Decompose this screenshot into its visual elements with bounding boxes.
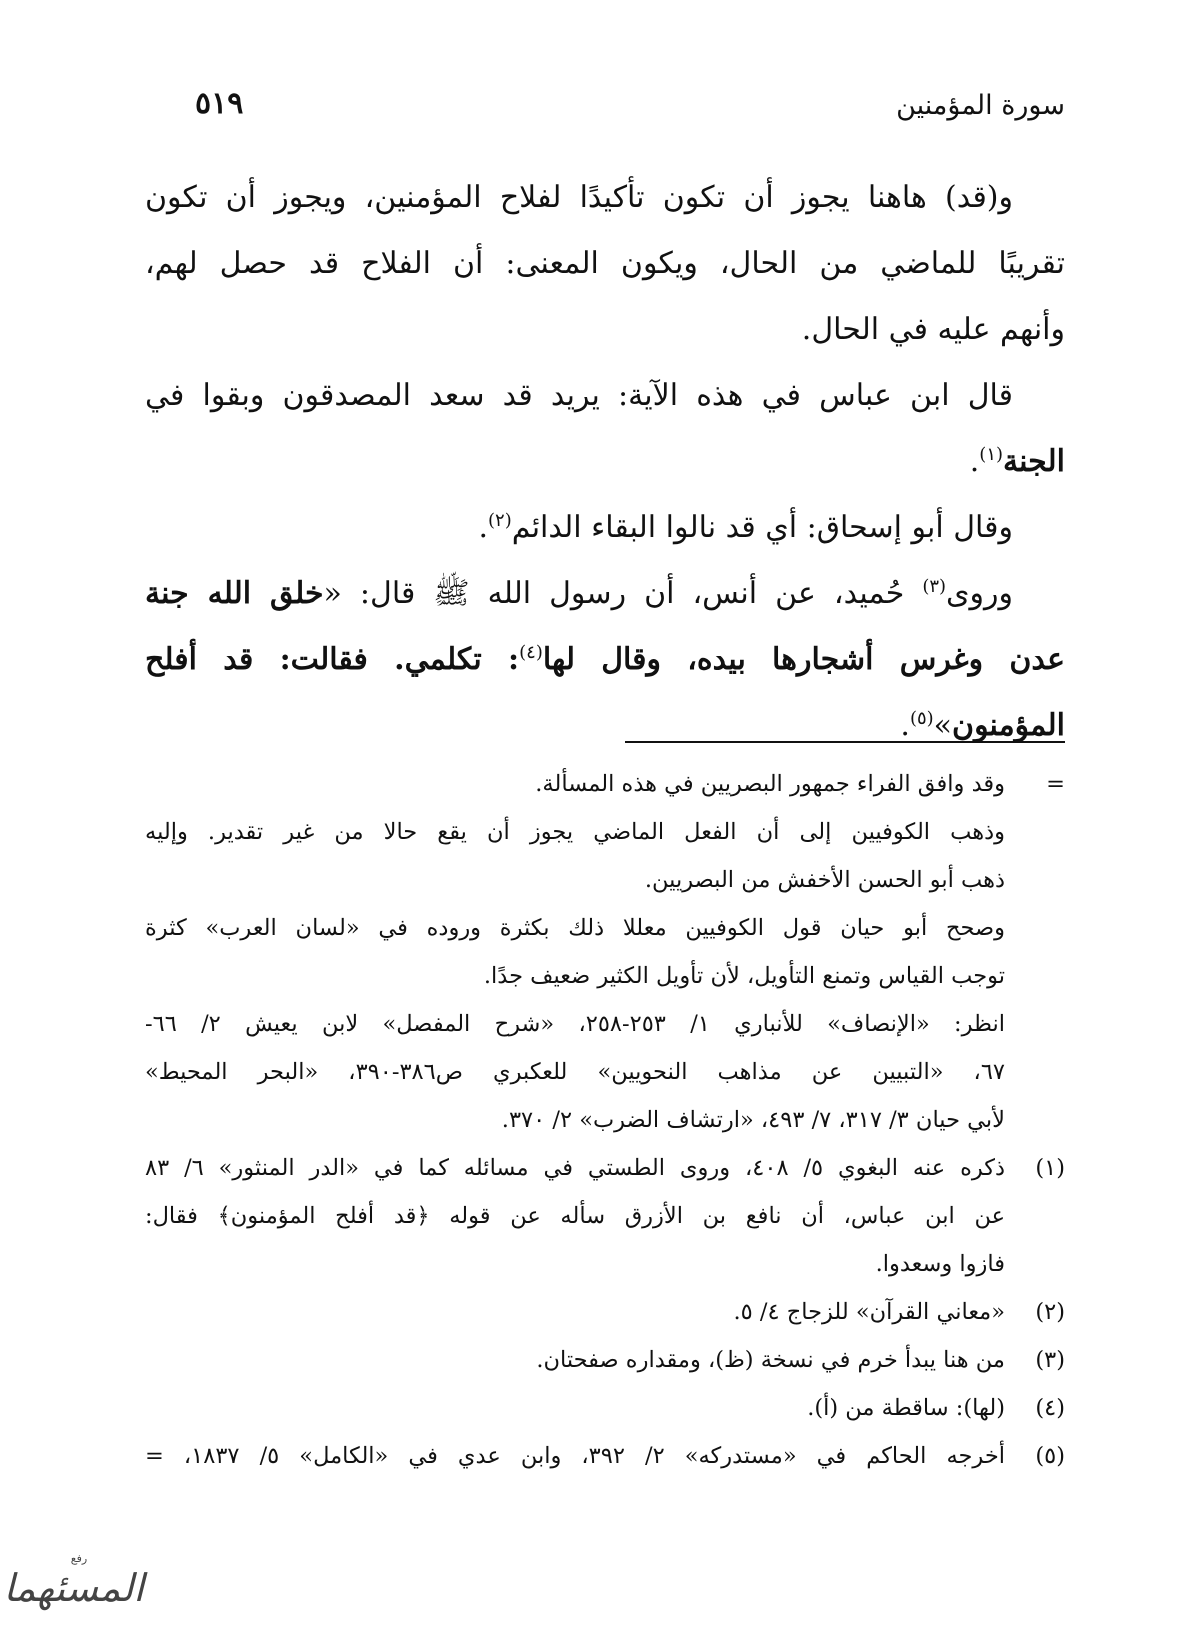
continuation-mark: = [1046, 771, 1065, 797]
footnote-3-number: (٣) [1035, 1347, 1065, 1373]
footnote-separator [625, 741, 1065, 743]
footnote-1-number: (١) [1035, 1155, 1065, 1181]
footnote-2-number: (٢) [1035, 1299, 1065, 1325]
hadith-text: خلق الله جنة [145, 576, 324, 611]
footnote-ref-5[interactable]: (٥) [909, 708, 934, 729]
main-line-2: تقريبًا للماضي من الحال، ويكون المعنى: أن الفلاح قد حصل لهم، [145, 246, 1065, 281]
library-stamp-logo: رفع المسئهما [3, 1552, 144, 1610]
footnote-continued-line: وذهب الكوفيين إلى أن الفعل الماضي يجوز أن يقع حالا من غير تقدير. وإليه [145, 819, 1005, 845]
main-line-3: وأنهم عليه في الحال. [801, 312, 1065, 347]
footnote-continued-line: لأبي حيان ٣/ ٣١٧، ٧/ ٤٩٣، «ارتشاف الضرب» ٢/ ٣٧٠. [501, 1107, 1005, 1133]
main-line-9: المؤمنون»$^{(٥)}$. [900, 708, 1065, 743]
footnote-ref-4[interactable]: (٤) [519, 642, 543, 663]
footnote-2: (٢) «معاني القرآن» للزجاج ٤/ ٥. [145, 1288, 1065, 1336]
main-line-1: و(قد) هاهنا يجوز أن تكون تأكيدًا لفلاح المؤمنين، ويجوز أن تكون [145, 180, 1013, 215]
running-title: سورة المؤمنين [896, 90, 1065, 121]
footnote-continued-line: ذهب أبو الحسن الأخفش من البصريين. [644, 867, 1005, 893]
footnote-continued-line: توجب القياس وتمنع التأويل، لأن تأويل الكثير ضعيف جدًا. [483, 963, 1005, 989]
footnote-ref-2[interactable]: (٢) [488, 510, 512, 531]
footnote-5: (٥) أخرجه الحاكم في «مستدركه» ٢/ ٣٩٢، وابن عدي في «الكامل» ٥/ ١٨٣٧، = [145, 1432, 1065, 1480]
main-line-5: الجنة$^{(١)}$. [969, 444, 1065, 479]
main-text [145, 165, 1065, 759]
main-line-4: قال ابن عباس في هذه الآية: يريد قد سعد المصدقون وبقوا في [145, 378, 1013, 413]
footnote-5-number: (٥) [1035, 1443, 1065, 1469]
main-line-6: وقال أبو إسحاق: أي قد نالوا البقاء الدائم$^{(٢)}$. [478, 510, 1013, 545]
footnote-continued-line: وصحح أبو حيان قول الكوفيين معللا ذلك بكثرة وروده في «لسان العرب» كثرة [145, 915, 1005, 941]
footnote-4: (٤) (لها): ساقطة من (أ). [145, 1384, 1065, 1432]
page-number: ٥١٩ [195, 86, 244, 121]
footnote-continued-line: انظر: «الإنصاف» للأنباري ١/ ٢٥٣-٢٥٨، «شرح المفصل» لابن يعيش ٢/ ٦٦- [145, 1011, 1005, 1037]
footnote-4-number: (٤) [1035, 1395, 1065, 1421]
main-line-8: عدن وغرس أشجارها بيده، وقال لها$^{(٤)}$: تكلمي. فقالت: قد أفلح [145, 642, 1065, 677]
footnotes [145, 760, 1065, 1480]
footnote-1-line-3: فازوا وسعدوا. [875, 1251, 1005, 1277]
word-paradise: الجنة [1003, 444, 1065, 479]
footnote-continued-line: = وقد وافق الفراء جمهور البصريين في هذه المسألة. [145, 760, 1065, 808]
main-line-7: وروى$^{(٣)}$ حُميد، عن أنس، أن رسول الله ﷺ قال: «خلق الله جنة [145, 576, 1013, 611]
footnote-3: (٣) من هنا يبدأ خرم في نسخة (ظ)، ومقداره صفحتان. [145, 1336, 1065, 1384]
footnote-ref-3[interactable]: (٣) [922, 576, 947, 597]
footnote-continued-line: ٦٧، «التبيين عن مذاهب النحويين» للعكبري ص٣٨٦-٣٩٠، «البحر المحيط» [145, 1059, 1005, 1085]
footnote-ref-1[interactable]: (١) [979, 444, 1004, 465]
footnote-1: (١) ذكره عنه البغوي ٥/ ٤٠٨، وروى الطستي في مسائله كما في «الدر المنثور» ٦/ ٨٣ [145, 1144, 1065, 1192]
footnote-1-line-2: عن ابن عباس، أن نافع بن الأزرق سأله عن قوله ﴿قد أفلح المؤمنون﴾ فقال: [145, 1203, 1005, 1229]
